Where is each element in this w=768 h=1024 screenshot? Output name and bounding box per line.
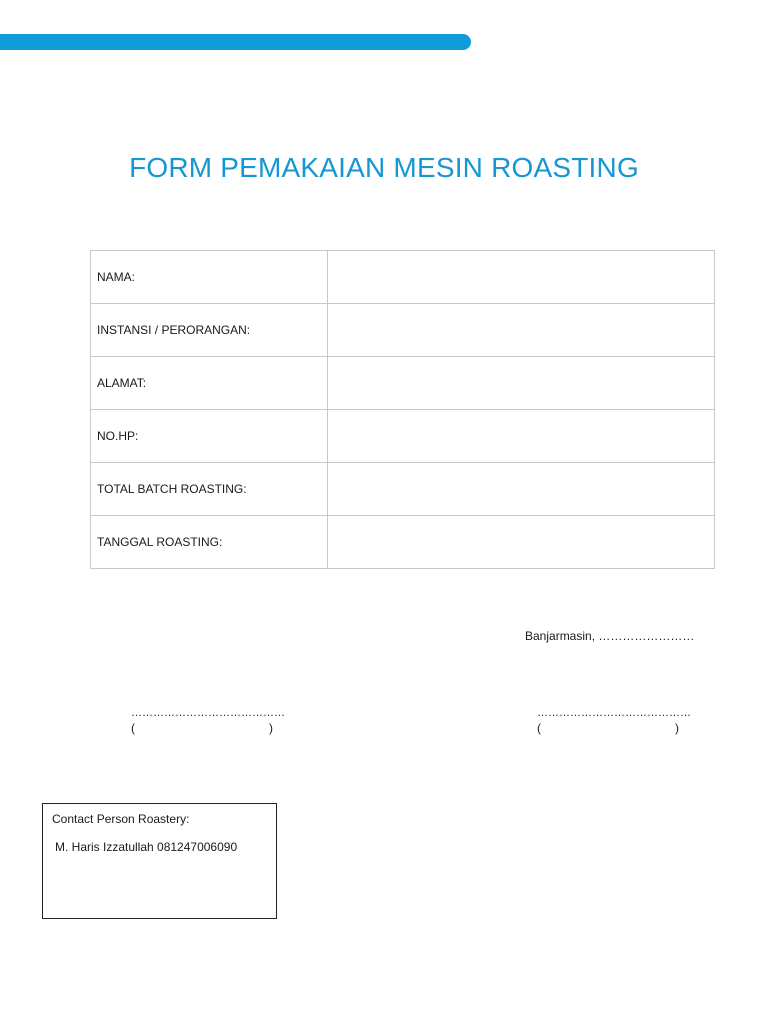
contact-person-value: M. Haris Izzatullah 081247006090 (55, 840, 238, 854)
form-label-instansi: INSTANSI / PERORANGAN: (91, 304, 328, 357)
contact-person-label: Contact Person Roastery: (52, 812, 190, 826)
form-row-tanggal (91, 516, 715, 569)
form-label-nohp: NO.HP: (91, 410, 328, 463)
form-field-tanggal[interactable] (328, 516, 715, 569)
signature-line-left: …………………………………… (131, 707, 285, 719)
paren-open-left: ( (131, 721, 135, 735)
header-accent-bar (0, 34, 471, 50)
form-label-alamat: ALAMAT: (91, 357, 328, 410)
signature-name-left (131, 721, 273, 736)
signature-block-left (131, 706, 285, 736)
form-row-instansi (91, 304, 715, 357)
signature-block-right (537, 706, 691, 736)
form-field-nama[interactable] (328, 251, 715, 304)
page-title: FORM PEMAKAIAN MESIN ROASTING (129, 152, 639, 183)
form-field-total-batch[interactable] (328, 463, 715, 516)
form-label-tanggal: TANGGAL ROASTING: (91, 516, 328, 569)
form-row-nohp (91, 410, 715, 463)
paren-open-right: ( (537, 721, 541, 735)
form-label-nama: NAMA: (91, 251, 328, 304)
city-date-line: Banjarmasin, …………………… (525, 629, 695, 643)
signature-line-right: …………………………………… (537, 707, 691, 719)
form-field-instansi[interactable] (328, 304, 715, 357)
form-row-alamat (91, 357, 715, 410)
signature-name-right (537, 721, 679, 736)
contact-person-box (42, 803, 277, 919)
form-label-total-batch: TOTAL BATCH ROASTING: (91, 463, 328, 516)
form-field-alamat[interactable] (328, 357, 715, 410)
form-field-nohp[interactable] (328, 410, 715, 463)
usage-form-table (90, 250, 715, 569)
paren-close-left: ) (269, 721, 273, 735)
paren-close-right: ) (675, 721, 679, 735)
form-row-nama (91, 251, 715, 304)
form-row-total-batch (91, 463, 715, 516)
